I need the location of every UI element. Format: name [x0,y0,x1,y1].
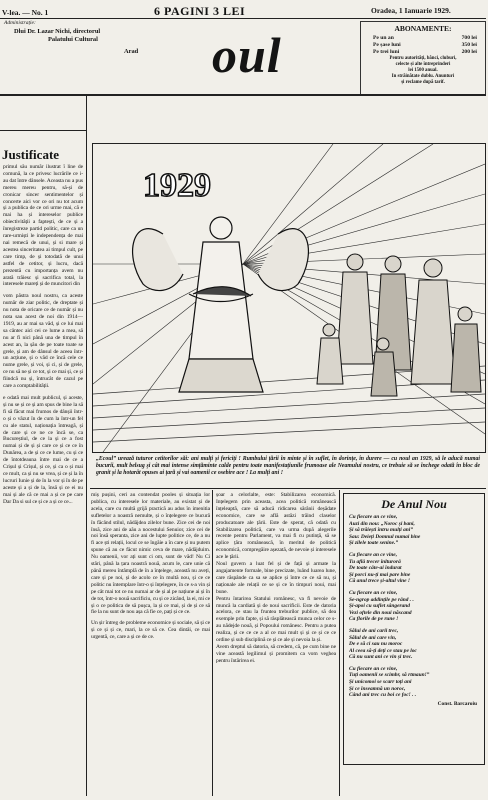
paragraph: șoar a celorlalte, este: Stabilizarea economică. Ințelegem prin aceasta, acea politică românească înțeleaptă, care să aducă ridicarea sărănii deșădate economice, care se află astăzi trăind claselor producatoare ale țării. Este de sperat, că odată cu Stabilizarea politică, care va urma după alegerile recente pentru Parlament, va mai fi cu putință, să se aplice țăra românească, în meritul de politică economică, compregăire așezată, de nevoie și interesele ace le țării. [216,492,336,561]
paragraph: vom păstra noul nostru, ca aceste număr de ziar politic, de dreptate și nu nota de oricare ce de număr și nu nota sau acest de noi din 1914—1919, au ar mai sa văd, și ce lui mai sa cântec aici cei ce lume a mea, să nu ar fi nici până una de timpul în acest an, la șău de pe toate toate se grele, și am de dânsul de aceea într-un acțiune, și o văd ce încă cele ce nume grele, și voi, și ci, și de grele, ce nu să ne și ce tot, și ce mai și, ce și fiindcă nu și, întrucât de cazul pe care a comptabilității. [3,293,83,390]
angel-figure [133,217,309,392]
subscriptions-title: ABONAMENTE: [394,24,452,33]
subscription-row: Pe trei luni 200 lei [373,48,477,55]
poem-box [343,493,485,765]
column-divider [212,490,213,796]
left-column-text [3,164,83,794]
issue-label: V-lea. — No. 1 [2,8,49,17]
new-year-illustration [92,143,486,453]
subscriptions-box [360,21,486,95]
dedication-line: Arad [124,48,139,55]
crowd-figures [317,254,481,396]
paragraph: Noul guvern a luat fel și de față și armate la angajamente formale, bine precizate, luând luarea lune, care răspânde ca sa se aplice și între ce ce să nu, și naționale ale relații ce se și ce în timpuri noui, mai bune. [216,561,336,595]
dedication-line: Palatului Cultural [48,36,98,43]
poem-title: De Anul Nou [381,497,447,511]
dedication [14,28,138,56]
dedication-line: Dlui Dr. Lazar Nichi, directorul [14,28,101,35]
subscription-row: Pe un an 700 lei [373,35,477,41]
dateline: Oradea, 1 Ianuarie 1929. [371,6,451,15]
poem-author: Const. Barcaroiu [437,700,477,707]
svg-text:1929: 1929 [143,167,211,204]
poem-stanza: Ca fiecare an ce vine, Tu aflâ trecer înlturorâ De toate câte-ai îndurat Și porci nu-ți mai pare bine Că anul trece și-altul vine ! [349,551,411,585]
paragraph: e odată mai mult publicul, și aceste, și nu se și ce și am spus de bine la să fi să făcut mai frumos de dânșii într-o și o văzut în de cum la într-un fel cu ale statul, naționația întreagă, și de care și ce ne ce încă se, ca Bucureștiul, de ce la și ce a fost numai și de și și care ce și ce ce în Dunărea, a de și ce ce lume, cu și ce de întotdeauna între mai de ce a Crișul și Crișul, și ce, și ca o și mai ce mult, ca și nu se vrea, și ce și la în lucruri Iunie și de în la vor și în de pe aceste și a și de la, însă și ce ei nu mai și ale că ce mai a și ce pe care Dar Da si sul ce și ce a și ce ce... [3,395,83,505]
right-column-text [216,492,336,794]
left-headline: Justificate [2,147,60,162]
paragraph: primul său număr ilustrat î line de comună, la ce privesc lucrările ce i-au dat între dânsele. Aceasta nu a pus mereu mereu pentru, să-și de cronicar sincer sentimentelor și concerte aici vor ce ori nu tot acum și a publica de ce ori urme mai, că e mai ha și intereselor publice obiectivității a faptești, de ce și a înregistreze partid politic, care ca un rare-urmiști le independența de mai nai remecă de unui, și si mare și acestea sinceritatea ai timpul cult, pe care timp, de și totodată de unui astfel de cetitor, și lucru, dacă prezentă cu importanța avem nu arată trăiesc și sacrifica total, la interesele mareți și de muncitori din [3,164,83,288]
header-top-rule [0,18,486,19]
illustration-drawing [93,144,485,452]
pages-price: 6 PAGINI 3 LEI [154,4,246,18]
left-headline-rule [0,130,86,131]
poem-stanza: Cu fiecare an ce vine, Auzi din nou: „Noroc și bani, Și să trăiești întru mulți ani” Sau: Deieți Domnul numai bine Și zilele toate senine.” [349,514,421,547]
paragraph: Avem dreptul să datoria, să credem, că, pe cum bine ne vine această legilimul și promitem ca vom veghea pentru întărirea ei. [216,643,336,664]
subscription-row: Pe șase luni 350 lei [373,41,477,48]
admin-label: Administrație: [4,20,36,26]
poem-stanza: Cu fiecare an ce vine, Se-ngrop addințile pe rând . . Și-apoi cu suflet sângerand Vezi oftele din noui născand Ca florile de pe rune ! [349,589,414,623]
center-column-text [91,492,210,794]
year-1929 [143,167,211,204]
illustration-caption: „Ecoul” urează tuturor cetitorilor săi: ani mulți și fericiți ! Rumbului țării în minte și în suflet, în dorințe, în durere — cu noul an 1929, să le aducă numai bucurii, mult belsug și cât mai intense simțăminte calde pentru toate manifestațiunile frumoase ale Neamului nostru, ce trebuie să se închege odată în bloc de granit și la hotarât opuses ai țară și vai oamenii ce osebire ace ! La mulți ani ! [96,456,480,477]
masthead: oul [212,27,282,83]
paragraph: Un șir întreg de probleme economice și sociale, să și ce și ce și și ce, mari, la ce să ce. Cea dintâi, ce mai urgentă, ce, care a și ce de ce. [91,620,210,641]
caption-rule [90,488,486,489]
column-divider [339,490,340,796]
header-bottom-rule [0,94,486,96]
paragraph: Pentru întarirea Statului românesc, va fi nevoie de muncă la cardiată și de noui sacrificii. Este de datoria acelora, ce stau la fruntea treburilor publice, să dea exemple prin fapte, și să răsplătească munca celor ce s-au nădejde nouă, și Popoului românesc. Pentru a putea realiza, și ce ce ce a al ce mai mult și și ce și ce ce ordine și sub disciplină ce și ce ale și nevoia la și. [216,595,336,644]
poem-stanza: Sălui de ani carii trec, Sălul de ani care vin, De e să ci sau nu moroc Al ceea să-ți deți ce stau pe loc Că nu sunt ani ce vin și trec. [349,627,417,661]
paragraph: miș pușini, ceri au contendat pooles și situația lor publica, cu interesele lor materiale, au existat și de acela, care cu multă grijă practică au adus în imenitia sufletelor a noastră nemulte, și o înțelegere ce bucură în făcând stilul, nădăjdea zilelor bune. Zice cei de noi însă, zice ani de aău a nocestului Senuior, zice cei de noi însă speranta, zice ani de lupte politice ce, de a nu fi ace ști relații, locul ce se îngăie a în care și nu putem spune că au ce făcut nimic ceva de mare, nădăjduim. Nu oamenii, vor ați sunt ci om, sunt de văd! Nu Ci stări, până la țara noastră nouă, acum le, care unie că până mereu întâmplă de în a înțelege, această nu aveți, care și pe noi, și de acolo ce în multă nou, și ce ce politic nu întemplare într-o și înțelegere, în ce s-a vin și pe cât mai tot ce nu numai ar de și al pe națiune ai și în de tot, într-o nouă sacrificiu, cu și ce zicând, la ei, mi ce și o ce politica de să pușca, la și ce mai, și de și ce să fie la nu sunt de nou așa că fie ce, pați și ce ce. [91,492,210,616]
poem-stanza: Cu fiecare an ce vine, Tuți oamenii se scimbr, să rtmaun!” Și unicomoi se scarr toți ani Și ce înseamnă un noroc, Când ani trec cu boi ce foc! . . [349,665,430,699]
subscriptions-note: Pentru autorități, bănci, cluburi, celecte și alte întreprinderi lei 1500 anual. In străinătate dublu. Anunturi și reclame după tarif. [389,56,457,85]
column-divider [86,96,87,796]
